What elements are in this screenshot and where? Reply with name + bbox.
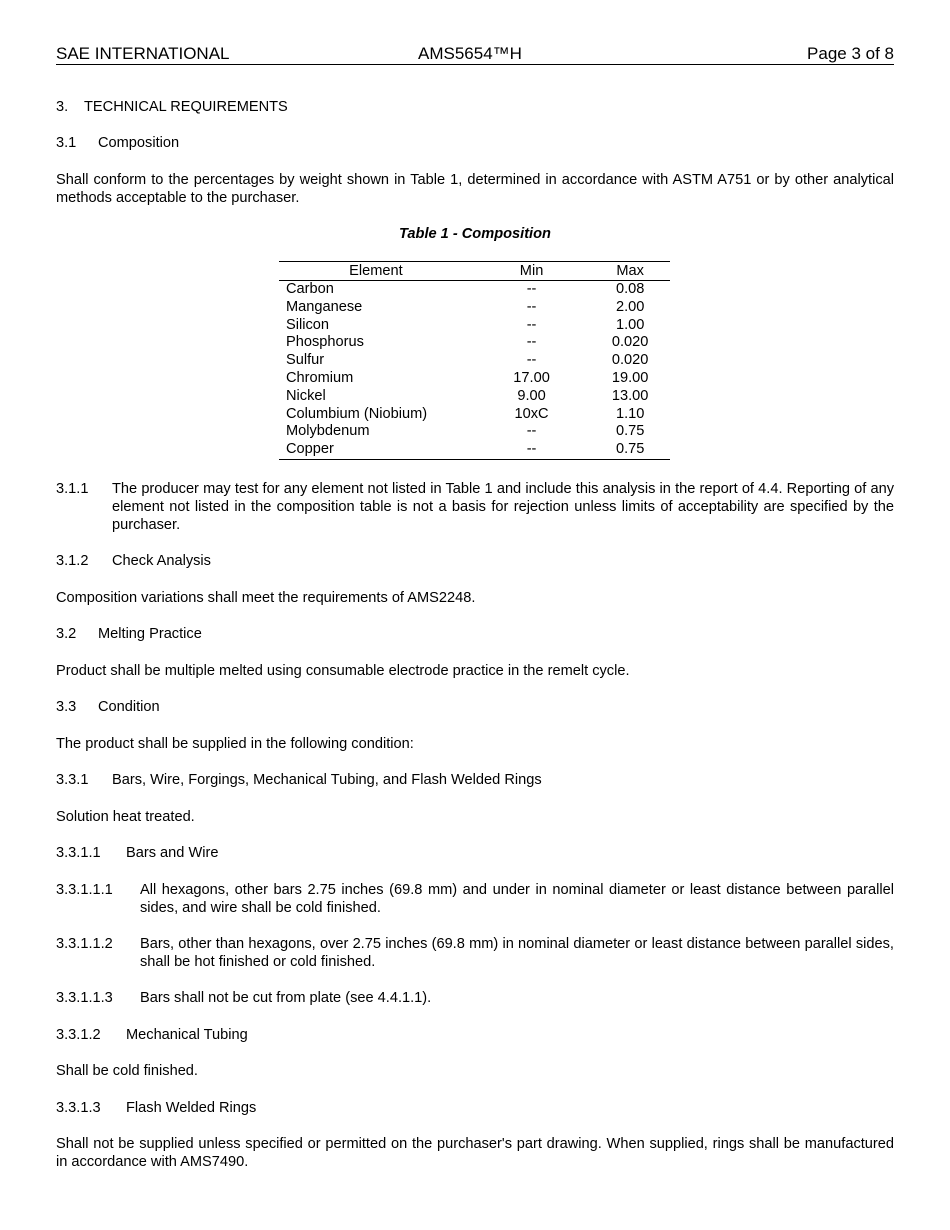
header-doc-id: AMS5654™H bbox=[418, 44, 522, 63]
section-3-3-heading: 3.3 Condition bbox=[56, 699, 160, 715]
section-3-3-1-body: Solution heat treated. bbox=[56, 809, 195, 825]
table-row: Molybdenum -- 0.75 bbox=[286, 423, 645, 440]
page-header bbox=[56, 44, 894, 65]
composition-table bbox=[279, 261, 670, 460]
section-3-1-1: 3.1.1 The producer may test for any element not listed in Table 1 and include this analysis in the report of 4.4. Reporting of any element not listed in the composition table is not a basis for rejection unless limits of acceptability are specified by the purchaser. bbox=[56, 481, 894, 533]
section-3-1-body: Shall conform to the percentages by weight shown in Table 1, determined in accordance with ASTM A751 or by other analytical methods acceptable to the purchaser. bbox=[56, 172, 894, 206]
section-3-3-1-2-body: Shall be cold finished. bbox=[56, 1063, 198, 1079]
table-row: Nickel 9.00 13.00 bbox=[286, 387, 649, 404]
section-3-heading: 3. TECHNICAL REQUIREMENTS bbox=[56, 99, 288, 115]
header-page-number: Page 3 of 8 bbox=[807, 44, 894, 63]
section-3-1-heading: 3.1 Composition bbox=[56, 135, 180, 151]
section-3-3-1-3-body: Shall not be supplied unless specified or permitted on the purchaser's part drawing. When supplied, rings shall be manufactured in accordance with AMS7490. bbox=[56, 1136, 894, 1170]
table-row: Columbium (Niobium) 10xC 1.10 bbox=[286, 405, 645, 422]
table-row: Chromium 17.00 19.00 bbox=[286, 369, 649, 386]
section-3-3-1-2-heading: 3.3.1.2 Mechanical Tubing bbox=[56, 1027, 248, 1043]
section-3-3-body: The product shall be supplied in the following condition: bbox=[56, 736, 414, 752]
table-row: Phosphorus -- 0.020 bbox=[286, 334, 649, 351]
section-3-2-heading: 3.2 Melting Practice bbox=[56, 626, 202, 642]
section-3-3-1-1-1: 3.3.1.1.1 All hexagons, other bars 2.75 inches (69.8 mm) and under in nominal diameter or least distance between parallel sides, and wire shall be cold finished. bbox=[56, 882, 894, 916]
table-row: Sulfur -- 0.020 bbox=[286, 352, 649, 369]
section-3-3-1-3-heading: 3.3.1.3 Flash Welded Rings bbox=[56, 1100, 257, 1116]
table-caption: Table 1 - Composition bbox=[399, 226, 551, 242]
section-3-1-2-heading: 3.1.2 Check Analysis bbox=[56, 553, 211, 569]
header-org: SAE INTERNATIONAL bbox=[56, 44, 230, 63]
column-header: Element bbox=[279, 262, 473, 281]
section-3-2-body: Product shall be multiple melted using consumable electrode practice in the remelt cycle. bbox=[56, 663, 630, 679]
table-row: Carbon -- 0.08 bbox=[286, 281, 645, 297]
section-3-3-1-1-3: 3.3.1.1.3 Bars shall not be cut from plate (see 4.4.1.1). bbox=[56, 990, 432, 1006]
table-header-row bbox=[279, 262, 670, 281]
table-row: Copper -- 0.75 bbox=[286, 441, 645, 458]
table-row: Manganese -- 2.00 bbox=[286, 298, 645, 315]
section-3-3-1-1-2: 3.3.1.1.2 Bars, other than hexagons, over 2.75 inches (69.8 mm) in nominal diameter or least distance between parallel sides, shall be hot finished or cold finished. bbox=[56, 936, 894, 970]
section-3-1-2-body: Composition variations shall meet the requirements of AMS2248. bbox=[56, 590, 476, 606]
column-header: Max bbox=[590, 262, 670, 281]
section-3-3-1-1-heading: 3.3.1.1 Bars and Wire bbox=[56, 845, 219, 861]
column-header: Min bbox=[473, 262, 591, 281]
table-row: Silicon -- 1.00 bbox=[286, 316, 645, 333]
section-3-3-1-heading: 3.3.1 Bars, Wire, Forgings, Mechanical Tubing, and Flash Welded Rings bbox=[56, 772, 542, 788]
